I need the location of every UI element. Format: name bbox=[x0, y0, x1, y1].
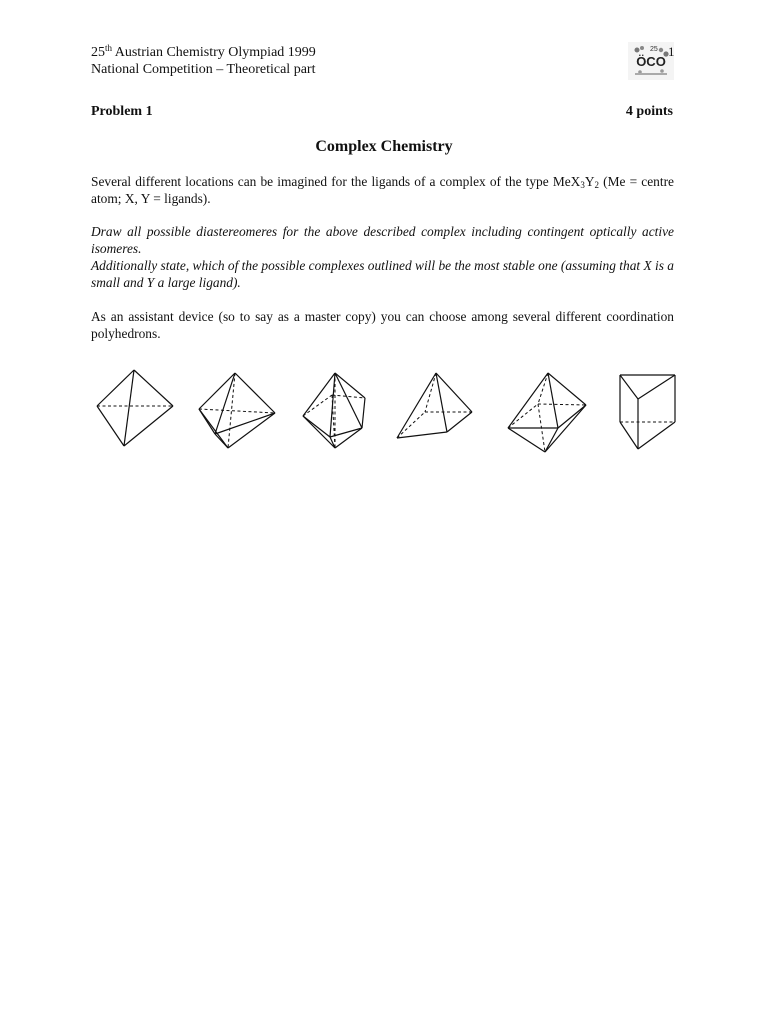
svg-text:ÖCO: ÖCO bbox=[636, 54, 666, 69]
points-label: 4 points bbox=[625, 104, 673, 119]
polyhedron-trigonal-prism bbox=[620, 375, 675, 449]
page-number: 1 bbox=[668, 44, 675, 59]
polyhedron-octahedron bbox=[199, 373, 275, 448]
problem-title: Complex Chemistry bbox=[315, 138, 453, 155]
polyhedron-octahedron-alt bbox=[508, 373, 586, 452]
assistant-device-paragraph: As an assistant device (so to say as a master copy) you can choose among several different coordination polyhedrons. bbox=[91, 309, 674, 341]
polyhedron-trigonal-bipyramid bbox=[97, 370, 173, 446]
polyhedron-pentagonal-bipyramid bbox=[303, 373, 365, 448]
header-line-2: National Competition – Theoretical part bbox=[91, 62, 316, 77]
problem-label: Problem 1 bbox=[91, 104, 153, 119]
header-line-1: 25th Austrian Chemistry Olympiad 1999 bbox=[91, 43, 316, 60]
task-instruction-1: Draw all possible diastereomeres for the above described complex including contingent optically active isomeres. bbox=[91, 224, 674, 256]
task-instruction-2: Additionally state, which of the possible complexes outlined will be the most stable one (assuming that X is a small and Y a large ligand). bbox=[91, 258, 674, 290]
svg-text:25: 25 bbox=[650, 46, 658, 53]
intro-paragraph: Several different locations can be imagined for the ligands of a complex of the type $MeX_3Y_2$ (Me = centre atom; X, Y = ligands). bbox=[91, 174, 674, 206]
polyhedron-square-pyramid bbox=[397, 373, 472, 438]
